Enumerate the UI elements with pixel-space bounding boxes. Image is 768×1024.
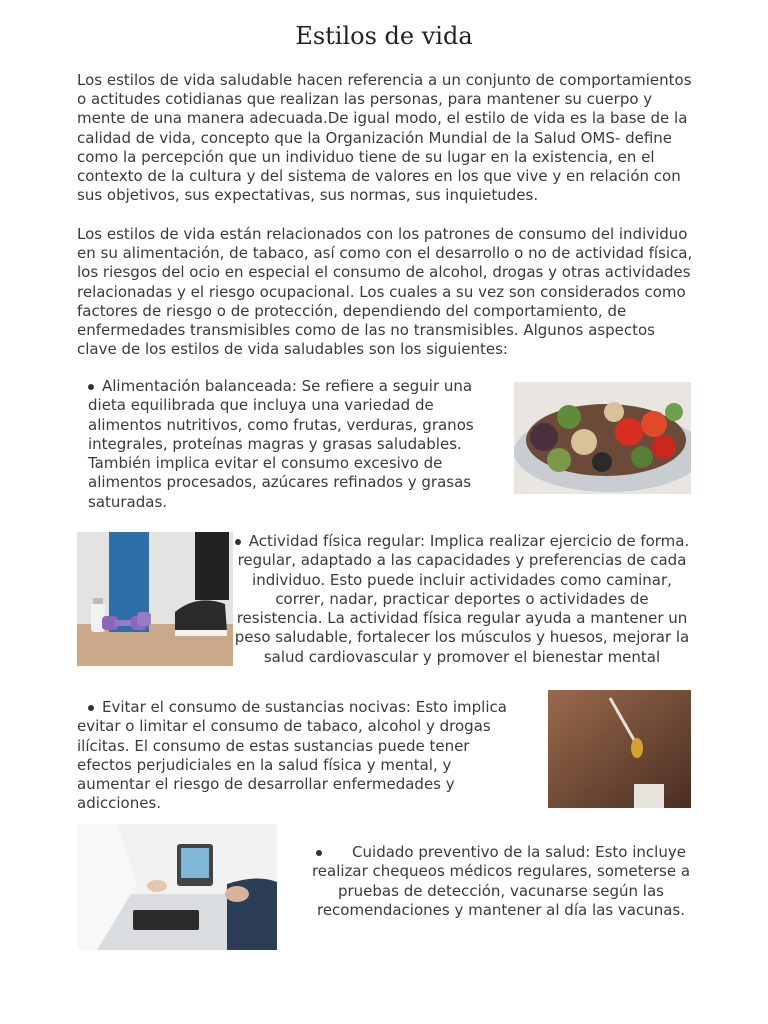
bullet-substances [77,698,517,814]
page-title: Estilos de vida [295,22,473,50]
context-paragraph: Los estilos de vida están relacionados con los patrones de consumo del individuo en su alimentación, de tabaco, así como con el desarrollo o no de actividad física, los riesgos del ocio en especial el consumo de alcohol, drogas y otras actividades relacionadas y el riesgo ocupacional. Los cuales a su vez son considerados como factores de riesgo o de protección, dependiendo del comportamiento, de enfermedades transmisibles como de las no transmisibles. Algunos aspectos clave de los estilos de vida saludables son los siguientes: [77,225,693,359]
bullet-substances-text: Evitar el consumo de sustancias nocivas: Esto implica evitar o limitar el consumo de tabaco, alcohol y drogas ilícitas. El consumo de estas sustancias puede tener efectos perjudiciales en la salud física y mental, y aumentar el riesgo de desarrollar enfermedades y adicciones. [77,698,507,813]
bullet-dot-icon [316,850,322,856]
bullet-exercise-text: Actividad física regular: Implica realizar ejercicio de forma. regular, adaptado a las capacidades y preferencias de cada individuo. Esto puede incluir actividades como caminar, correr, nadar, practicar deportes o actividades de resistencia. La actividad física regular ayuda a mantener un peso saludable, fortalecer los músculos y huesos, mejorar la salud cardiovascular y promover el bienestar mental [234,532,690,666]
bullet-exercise [234,532,690,667]
bullet-nutrition-text: Alimentación balanceada: Se refiere a seguir una dieta equilibrada que incluya una variedad de alimentos nutritivos, como frutas, verduras, granos integrales, proteínas magras y grasas saludables. También implica evitar el consumo excesivo de alimentos procesados, azúcares refinados y grasas saturadas. [88,377,474,511]
intro-paragraph: Los estilos de vida saludable hacen referencia a un conjunto de comportamientos o actitudes cotidianas que realizan las personas, para mantener su cuerpo y mente de una manera adecuada.De igual modo, el estilo de vida es la base de la calidad de vida, concepto que la Organización Mundial de la Salud OMS- define como la percepción que un individuo tiene de su lugar en la existencia, en el contexto de la cultura y del sistema de valores en los que vive y en relación con sus objetivos, sus expectativas, sus normas, sus inquietudes. [77,71,692,205]
doctor-image [77,824,277,950]
bullet-preventive [306,843,696,920]
exercise-image [77,532,233,666]
bullet-nutrition [88,377,508,512]
bullet-dot-icon [88,705,94,711]
bullet-dot-icon [88,384,94,390]
bullet-preventive-text: Cuidado preventivo de la salud: Esto incluye realizar chequeos médicos regulares, someterse a pruebas de detección, vacunarse según las recomendaciones y mantener al día las vacunas. [311,843,691,919]
dropper-image [548,690,691,808]
bullet-dot-icon [235,539,241,545]
salad-image [514,382,691,494]
